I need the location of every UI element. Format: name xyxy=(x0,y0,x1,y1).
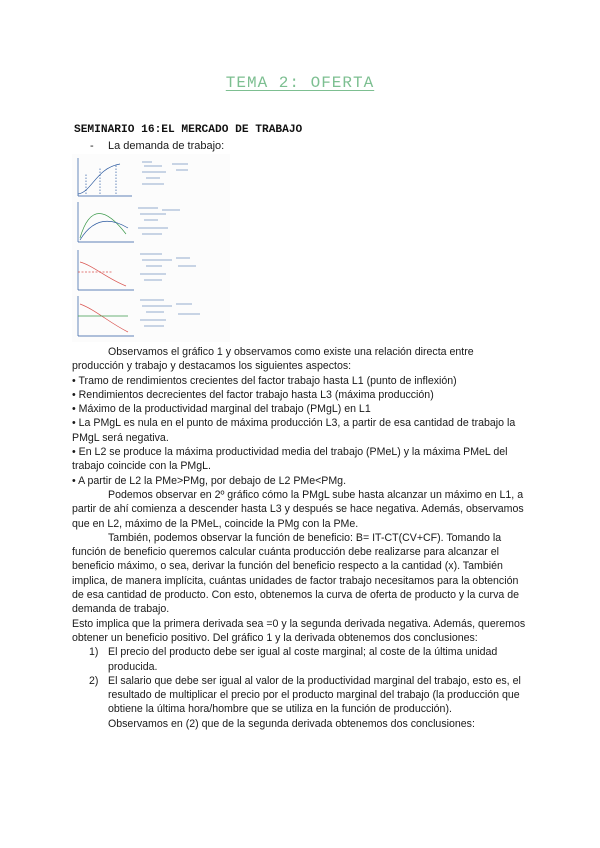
list-item xyxy=(72,674,528,717)
graph-1-production xyxy=(78,158,188,196)
graph-2-pmg-pme xyxy=(78,202,180,242)
bullet-item: • Rendimientos decrecientes del factor trabajo hasta L3 (máxima producción) xyxy=(72,388,434,401)
paragraph: Podemos observar en 2º gráfico cómo la PMgL sube hasta alcanzar un máximo en L1, a partir de ahí comienza a descender hasta L3 y después se hace negativa. Además, observamos que en L2, máximo de la PMeL, coincide la PMg con la PMe. xyxy=(72,488,524,530)
intro-text: La demanda de trabajo: xyxy=(108,140,225,152)
handwritten-graphs-image xyxy=(72,154,230,342)
bullet-item: • La PMgL es nula en el punto de máxima producción L3, a partir de esa cantidad de trabajo la PMgL será negativa. xyxy=(72,417,516,444)
bullet-item: • En L2 se produce la máxima productividad media del trabajo (PMeL) y la máxima PMeL del trabajo coincide con la PMgL. xyxy=(72,446,508,473)
paragraph: También, podemos observar la función de beneficio: B= IT-CT(CV+CF). Tomando la función de beneficio queremos calcular cuánta producción debe realizarse para alcanzar el beneficio máximo, o sea, derivar la función del beneficio respecto a la cantidad (x). También implica, de manera implícita, cuántas unidades de factor trabajo necesitamos para la obtención de esa cantidad de producto. Con esto, obtenemos la curva de oferta de producto y la curva de demanda de trabajo. xyxy=(72,531,519,616)
conclusions-list xyxy=(72,645,528,716)
bullet-item: • Máximo de la productividad marginal del trabajo (PMgL) en L1 xyxy=(72,403,371,416)
graph-4-equilibrium xyxy=(78,296,200,336)
intro-bullet xyxy=(90,140,224,152)
section-heading: SEMINARIO 16:EL MERCADO DE TRABAJO xyxy=(74,124,303,136)
graph-3-labor-demand xyxy=(78,250,196,290)
list-number: 1) xyxy=(89,646,99,659)
bullet-item: • A partir de L2 la PMe>PMg, por debajo de L2 PMe<PMg. xyxy=(72,474,347,487)
list-item xyxy=(72,645,528,674)
page-title: TEMA 2: OFERTA xyxy=(225,74,375,92)
list-item-text: El precio del producto debe ser igual al coste marginal; al coste de la última unidad producida. xyxy=(108,646,498,673)
paragraph: Observamos en (2) que de la segunda derivada obtenemos dos conclusiones: xyxy=(108,717,475,730)
list-number: 2) xyxy=(89,674,99,687)
list-item-text: El salario que debe ser igual al valor de la productividad marginal del trabajo, esto es, el resultado de multiplicar el precio por el producto marginal del trabajo (la producción que obtiene la última hora/hombre que se utiliza en la función de producción). xyxy=(108,674,521,716)
body-text xyxy=(72,345,528,731)
paragraph: Esto implica que la primera derivada sea =0 y la segunda derivada negativa. Además, queremos obtener un beneficio positivo. Del gráfico 1 y la derivada obtenemos dos conclusiones: xyxy=(72,617,526,644)
dash-marker: - xyxy=(90,140,94,152)
paragraph: Observamos el gráfico 1 y observamos como existe una relación directa entre producción y trabajo y destacamos los siguientes aspectos: xyxy=(72,346,474,373)
bullet-item: • Tramo de rendimientos crecientes del factor trabajo hasta L1 (punto de inflexión) xyxy=(72,374,457,387)
